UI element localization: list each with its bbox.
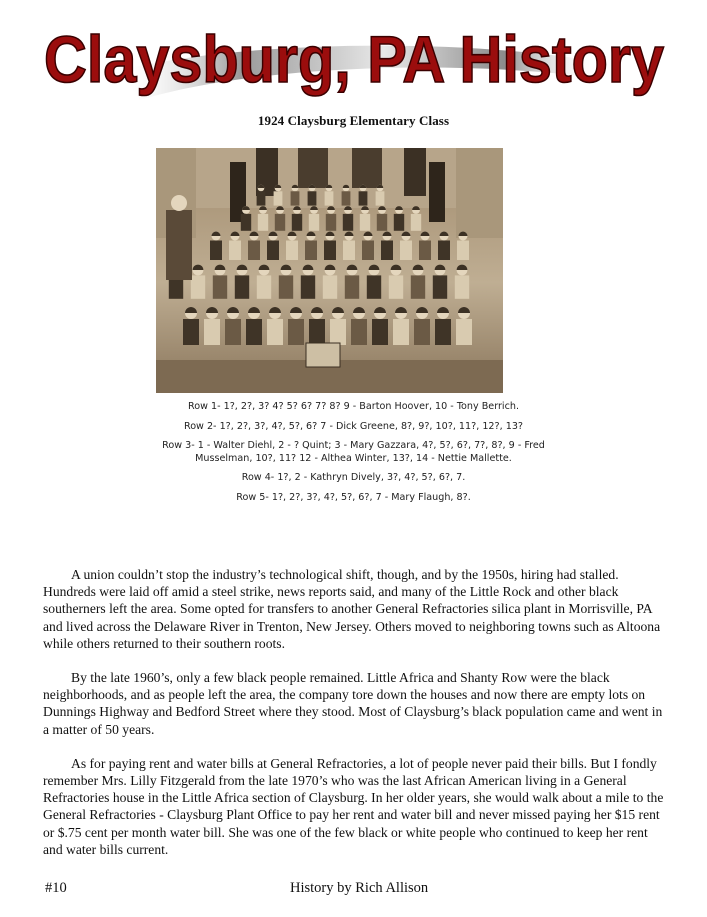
child-body xyxy=(457,241,469,261)
paragraph: As for paying rent and water bills at General Refractories, a lot of people never paid their bills. But I fondly remember Mrs. Lilly Fitzgerald from the late 1970’s who was the last African American living in a General Refractories house in the Little Africa section of Claysburg. In her older years, she would walk about a mile to the General Refractories - Claysburg Plant Office to pay her rent and water bill and never missed paying her $15 rent or $.75 cent per month water bill. She was one of the few black or white people who continued to keep her rent and water bills current. xyxy=(43,755,664,857)
child-body xyxy=(400,241,412,261)
child-body xyxy=(210,241,222,261)
child-body xyxy=(257,275,271,298)
child-body xyxy=(345,275,359,298)
child-body xyxy=(241,214,251,231)
child-body xyxy=(351,319,367,345)
child-body xyxy=(248,241,260,261)
child-body xyxy=(360,214,370,231)
child-body xyxy=(225,319,241,345)
child-body xyxy=(288,319,304,345)
paragraph: By the late 1960’s, only a few black people remained. Little Africa and Shanty Row were the black neighborhoods, and as people left the area, the company tore down the houses and now there are empty lots on Dunnings Highway and Bedford Street where they stood. Most of Claysburg’s black population came and went in a matter of 50 years. xyxy=(43,670,663,737)
title-banner-graphic xyxy=(0,0,707,112)
child-body xyxy=(372,319,388,345)
child-body xyxy=(456,319,472,345)
child-body xyxy=(435,319,451,345)
class-photo-image xyxy=(156,148,503,393)
child-body xyxy=(324,241,336,261)
child-body xyxy=(275,214,285,231)
child-body xyxy=(342,191,351,205)
child-body xyxy=(291,191,300,205)
child-body xyxy=(367,275,381,298)
child-body xyxy=(292,214,302,231)
child-body xyxy=(359,191,368,205)
child-body xyxy=(279,275,293,298)
row-4-caption: Row 4- 1?, 2 - Kathryn Dively, 3?, 4?, 5?, 6?, 7. xyxy=(241,472,466,483)
child-body xyxy=(377,214,387,231)
class-photo xyxy=(156,148,503,393)
child-body xyxy=(389,275,403,298)
row-2-caption: Row 2- 1?, 2?, 3?, 4?, 5?, 6? 7 - Dick Greene, 8?, 9?, 10?, 11?, 12?, 13? xyxy=(183,420,524,432)
row-identifications xyxy=(0,401,707,511)
child-body xyxy=(433,275,447,298)
child-body xyxy=(274,191,283,205)
child-body xyxy=(309,319,325,345)
row-1-caption: Row 1- 1?, 2?, 3? 4? 5? 6? 7? 8? 9 - Barton Hoover, 10 - Tony Berrich. xyxy=(187,401,520,412)
child-body xyxy=(381,241,393,261)
child-body xyxy=(376,191,385,205)
child-body xyxy=(246,319,262,345)
child-body xyxy=(267,241,279,261)
child-body xyxy=(305,241,317,261)
child-body xyxy=(326,214,336,231)
child-body xyxy=(213,275,227,298)
teacher-head xyxy=(171,195,187,211)
title-banner xyxy=(0,0,707,112)
page-footer xyxy=(0,880,707,900)
child-body xyxy=(308,191,317,205)
child-body xyxy=(257,191,266,205)
child-body xyxy=(362,241,374,261)
paragraph: A union couldn’t stop the industry’s technological shift, though, and by the 1950s, hiring had stalled. Hundreds were laid off amid a steel strike, news reports said, and many of the Little Rock and other black southerners left the area. Some opted for transfers to another General Refractories silica plant in Morrisville, PA and lived across the Delaware River in Trenton, New Jersey. Others moved to neighboring towns such as Altoona while others returned to their southern roots. xyxy=(43,567,661,651)
row-5-caption: Row 5- 1?, 2?, 3?, 4?, 5?, 6?, 7 - Mary Flaugh, 8?. xyxy=(236,491,471,503)
child-body xyxy=(267,319,283,345)
child-body xyxy=(343,214,353,231)
page-title: Claysburg, PA History xyxy=(44,22,665,96)
child-body xyxy=(229,241,241,261)
child-body xyxy=(411,214,421,231)
child-body xyxy=(204,319,220,345)
teacher-figure xyxy=(166,210,192,280)
author-credit: History by Rich Allison xyxy=(290,880,429,896)
child-body xyxy=(343,241,355,261)
child-body xyxy=(455,275,469,298)
child-body xyxy=(235,275,249,298)
child-body xyxy=(323,275,337,298)
child-body xyxy=(330,319,346,345)
child-body xyxy=(286,241,298,261)
child-body xyxy=(411,275,425,298)
row-3-caption: Row 3- 1 - Walter Diehl, 2 - ? Quint; 3 - Mary Gazzara, 4?, 5?, 6?, 7?, 8?, 9 - Fred Musselman, 10?, 11? 12 - Althea Winter, 13?, 14 - Nettie Mallette. xyxy=(162,440,545,464)
child-body xyxy=(258,214,268,231)
child-body xyxy=(394,214,404,231)
page-number: #10 xyxy=(45,880,67,896)
child-body xyxy=(419,241,431,261)
child-body xyxy=(309,214,319,231)
child-body xyxy=(393,319,409,345)
child-body xyxy=(191,275,205,298)
photo-caption: 1924 Claysburg Elementary Class xyxy=(257,113,450,128)
child-body xyxy=(438,241,450,261)
article-body xyxy=(43,566,668,875)
child-body xyxy=(301,275,315,298)
child-body xyxy=(183,319,199,345)
child-body xyxy=(325,191,334,205)
child-body xyxy=(414,319,430,345)
